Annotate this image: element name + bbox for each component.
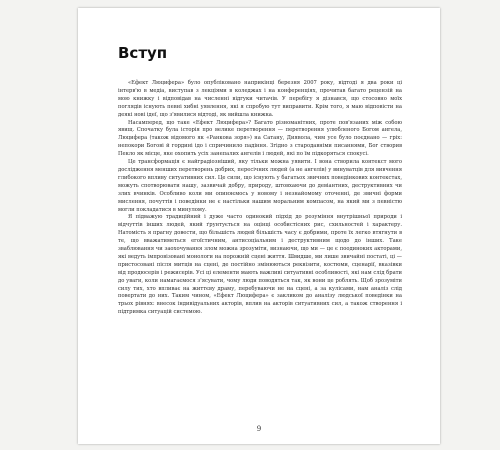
paragraph: Це трансформація є найградіозніший, яку тільки можна уявити. І вона створила контекст мого дослідження менших перетворень добрих, пересічних людей (а не ангелів) у винуватців для вивчення глибокого впливу ситуативних сил. Це сили, що існують у багатьох звичних поведінкових контекстах, можуть спотворювати нашу, зазвичай добру, природу, штовхаючи до девіантних, деструктивних чи злих вчинків. Особливо коли ми опиняємось у новому і незнайомому оточенні, де звичні форми мислення, почуттів і поведінки не є настільки нашим моральним компасом, на який ми з певністю могли покладатися в минулому. [118,159,402,213]
paragraph: Я підважую традиційний і дуже часто одинокий підхід до розуміння внутрішньої природи і відчуттів інших людей, який ґрунтується на оцінці особистісних рис, схильностей і характеру. Натомість я прагну довести, що більшість людей більшість часу є добрими, проте їх легко втягнути в те, що вважатиметься егоїстичним, антисоціальним і деструктивним щодо до інших. Таке зваблювання чи заохочування злом можна зрозуміти, визнаючи, що ми — це є поодиноких акторами, які ведуть імпровізовані монологи на порожній сцені життя. Швидше, ми лише звичайні постаті, ці — пристосовані після митців на сцені, де постійно змінюються реквізити, костюми, сценарії, вказівки від продюсерів і режисерів. Усі ці елементи мають важливі ситуативні особливості, які нам слід брати до уваги, коли намагаємося з'ясувати, чому люди поводяться так, як вони це роблять. Щоб зрозуміти силу тих, хто впливає на життєву драму, перебуваючи не на сцені, а за кулісами, нам аналіз слід повертати до них. Таким чином, «Ефект Люцифера» є закликом до аналізу людської поведінки на трьох рівнях: внесок індивідуальних акторів, вплив на акторів ситуативних сил, а також створення і підтримка ситуацій системою. [118,214,402,316]
chapter-heading: Вступ [118,44,168,62]
body-text [118,80,402,317]
paragraph: Насамперед, що таке «Ефект Люцифера»? Багато різноманітних, проте пов'язаних між собою явищ. Спочатку була історія про велике перетворення — перетворення улюбленого Богом ангела, Люцифера (також відомого як «Ранкова зоря») на Сатану, Диявола, чим усе було поєднано — гріх: непокори Богові й гордині ідо і спричинило падіння. Згідно з стародавніми писаннями, Бог створив Пекло як місце, яке охопить усіх занепалих ангелів і людей, які по їм підкоряться спокусі. [118,119,402,158]
book-page [78,8,440,444]
page-number: 9 [256,425,262,433]
paragraph: «Ефект Люцифера» було опубліковано наприкінці березня 2007 року, відтоді я два роки ці інтерв'ю в медіа, виступав з лекціями в коледжах і на конференціях, прочитав багато рецензій на мою книжку і відповідав на численні відгуки читачів. У перебігу я дізнався, що стосовно моїх поглядів існують певні хибні уявлення, які я спробую тут виправити. Крім того, я маю відповісти на деякі нові ідеї, що з'явилися відтоді, як вийшла книжка. [118,80,402,118]
